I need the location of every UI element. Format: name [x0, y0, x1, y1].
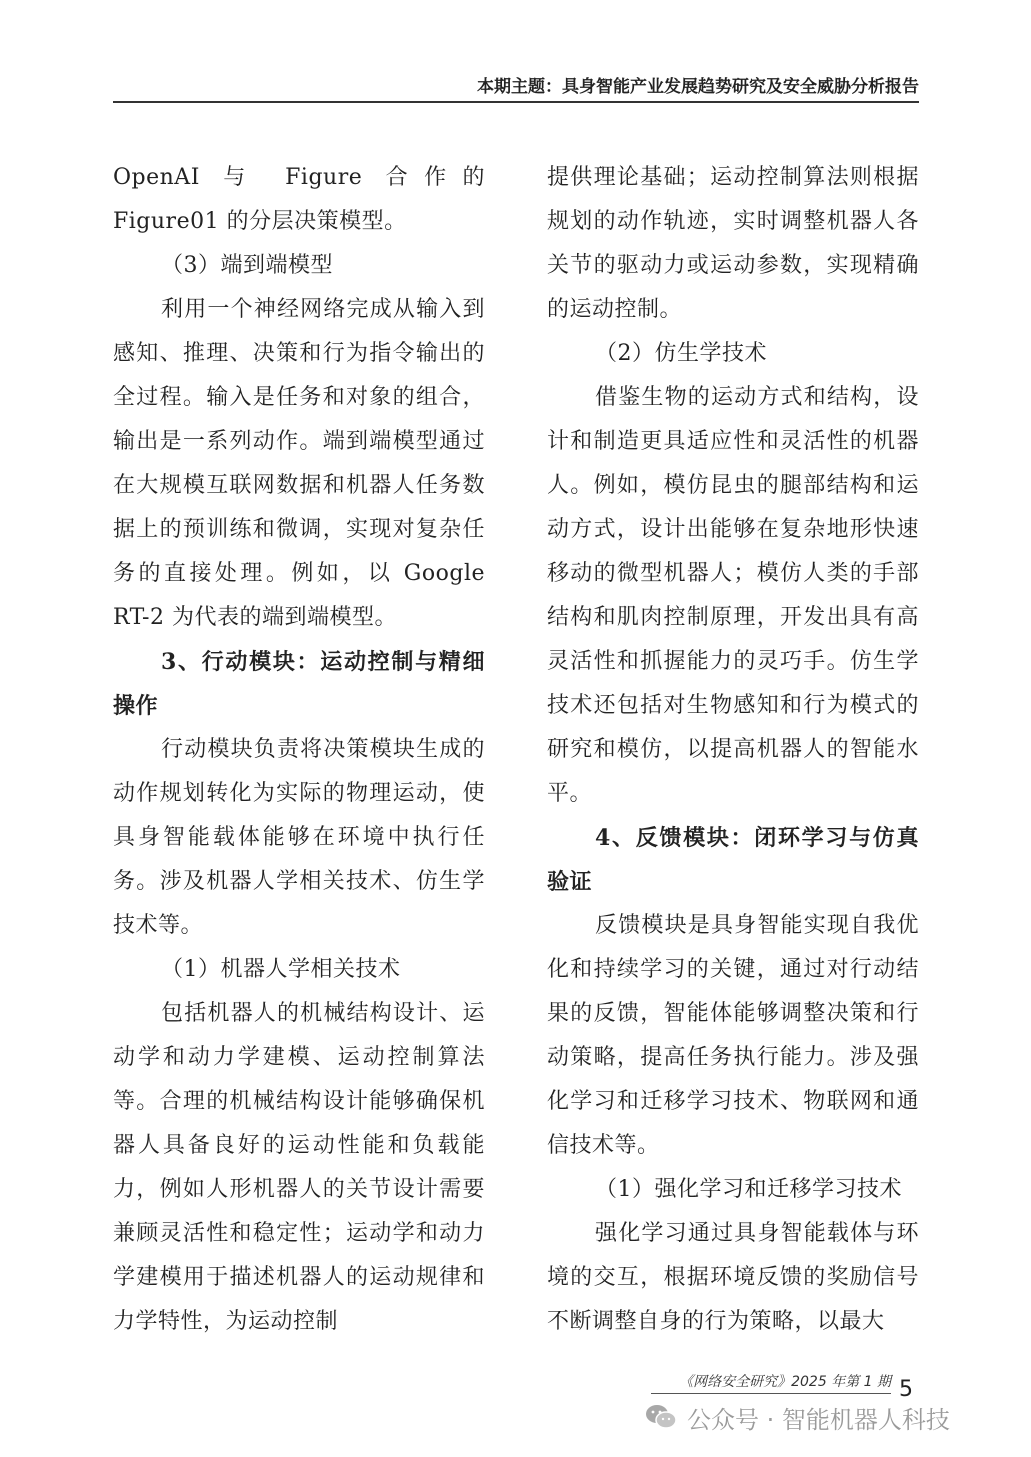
running-header: 本期主题：具身智能产业发展趋势研究及安全威胁分析报告 [477, 77, 919, 97]
page-number: 5 [899, 1377, 913, 1402]
paragraph: 利用一个神经网络完成从输入到感知、推理、决策和行为指令输出的全过程。输入是任务和对象的组合，输出是一系列动作。端到端模型通过在大规模互联网数据和机器人任务数据上的预训练和微调，实现对复杂任务的直接处理。例如，以 Google RT-2 为代表的端到端模型。 [113, 297, 485, 630]
section-heading: 3、行动模块：运动控制与精细操作 [113, 649, 485, 719]
paragraph-continued: 提供理论基础；运动控制算法则根据规划的动作轨迹，实时调整机器人各关节的驱动力或运动参数，实现精确的运动控制。 [547, 165, 919, 322]
watermark [645, 1400, 950, 1434]
subsection-heading: （2）仿生学技术 [595, 341, 767, 366]
right-column [547, 156, 919, 1344]
paragraph: 强化学习通过具身智能载体与环境的交互，根据环境反馈的奖励信号不断调整自身的行为策略，以最大 [547, 1221, 919, 1334]
paragraph: 反馈模块是具身智能实现自我优化和持续学习的关键，通过对行动结果的反馈，智能体能够调整决策和行动策略，提高任务执行能力。涉及强化学习和迁移学习技术、物联网和通信技术等。 [547, 913, 919, 1158]
paragraph-continued: OpenAI 与 Figure 合作的 Figure01 的分层决策模型。 [113, 165, 485, 234]
subsection-heading: （3）端到端模型 [161, 253, 333, 278]
paragraph: 包括机器人的机械结构设计、运动学和动力学建模、运动控制算法等。合理的机械结构设计能够确保机器人具备良好的运动性能和负载能力，例如人形机器人的关节设计需要兼顾灵活性和稳定性；运动学和动力学建模用于描述机器人的运动规律和力学特性，为运动控制 [113, 1001, 485, 1334]
header-divider [113, 101, 919, 103]
subsection-heading: （1）机器人学相关技术 [161, 957, 401, 982]
journal-citation: 《网络安全研究》2025 年第 1 期 [679, 1374, 891, 1390]
left-column [113, 156, 485, 1344]
footer-divider [651, 1393, 891, 1394]
paragraph: 行动模块负责将决策模块生成的动作规划转化为实际的物理运动，使具身智能载体能够在环境中执行任务。涉及机器人学相关技术、仿生学技术等。 [113, 737, 485, 938]
watermark-text: 公众号 · 智能机器人科技 [687, 1405, 950, 1434]
paragraph: 借鉴生物的运动方式和结构，设计和制造更具适应性和灵活性的机器人。例如，模仿昆虫的腿部结构和运动方式，设计出能够在复杂地形快速移动的微型机器人；模仿人类的手部结构和肌肉控制原理，开发出具有高灵活性和抓握能力的灵巧手。仿生学技术还包括对生物感知和行为模式的研究和模仿，以提高机器人的智能水平。 [547, 385, 919, 806]
wechat-icon [645, 1403, 677, 1431]
section-heading: 4、反馈模块：闭环学习与仿真验证 [547, 825, 919, 895]
subsection-heading: （1）强化学习和迁移学习技术 [595, 1177, 902, 1202]
